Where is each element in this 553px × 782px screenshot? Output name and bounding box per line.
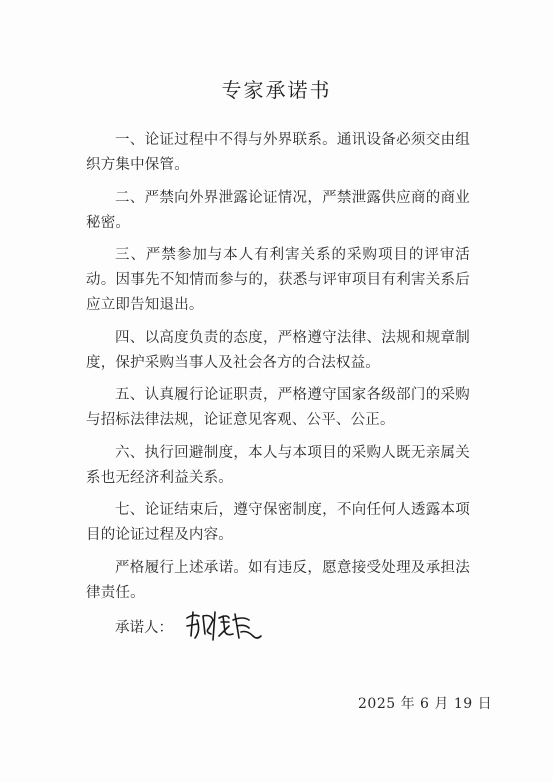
clause-4: 四、以高度负责的态度，严格遵守法律、法规和规章制度，保护采购当事人及社会各方的合法权益。 — [86, 329, 470, 371]
signing-date: 2025 年 6 月 19 日 — [358, 696, 493, 712]
document-title: 专家承诺书 — [221, 78, 332, 102]
signer-label: 承诺人： — [115, 619, 173, 636]
clause-2: 二、严禁向外界泄露论证情况，严禁泄露供应商的商业秘密。 — [86, 189, 470, 231]
document-body — [86, 128, 470, 613]
closing-statement: 严格履行上述承诺。如有违反，愿意接受处理及承担法律责任。 — [86, 559, 470, 601]
signature-row — [115, 606, 263, 646]
clause-7: 七、论证结束后，遵守保密制度，不向任何人透露本项目的论证过程及内容。 — [86, 502, 470, 543]
handwritten-signature — [183, 606, 263, 646]
clause-5: 五、认真履行论证职责，严格遵守国家各级部门的采购与招标法律法规，论证意见客观、公平、公正。 — [86, 387, 470, 428]
clause-1: 一、论证过程中不得与外界联系。通讯设备必须交由组织方集中保管。 — [86, 132, 470, 173]
clause-3: 三、严禁参加与本人有利害关系的采购项目的评审活动。因事先不知情而参与的，获悉与评审项目有利害关系后应立即告知退出。 — [86, 247, 470, 313]
clause-6: 六、执行回避制度，本人与本项目的采购人既无亲属关系也无经济利益关系。 — [86, 444, 470, 486]
